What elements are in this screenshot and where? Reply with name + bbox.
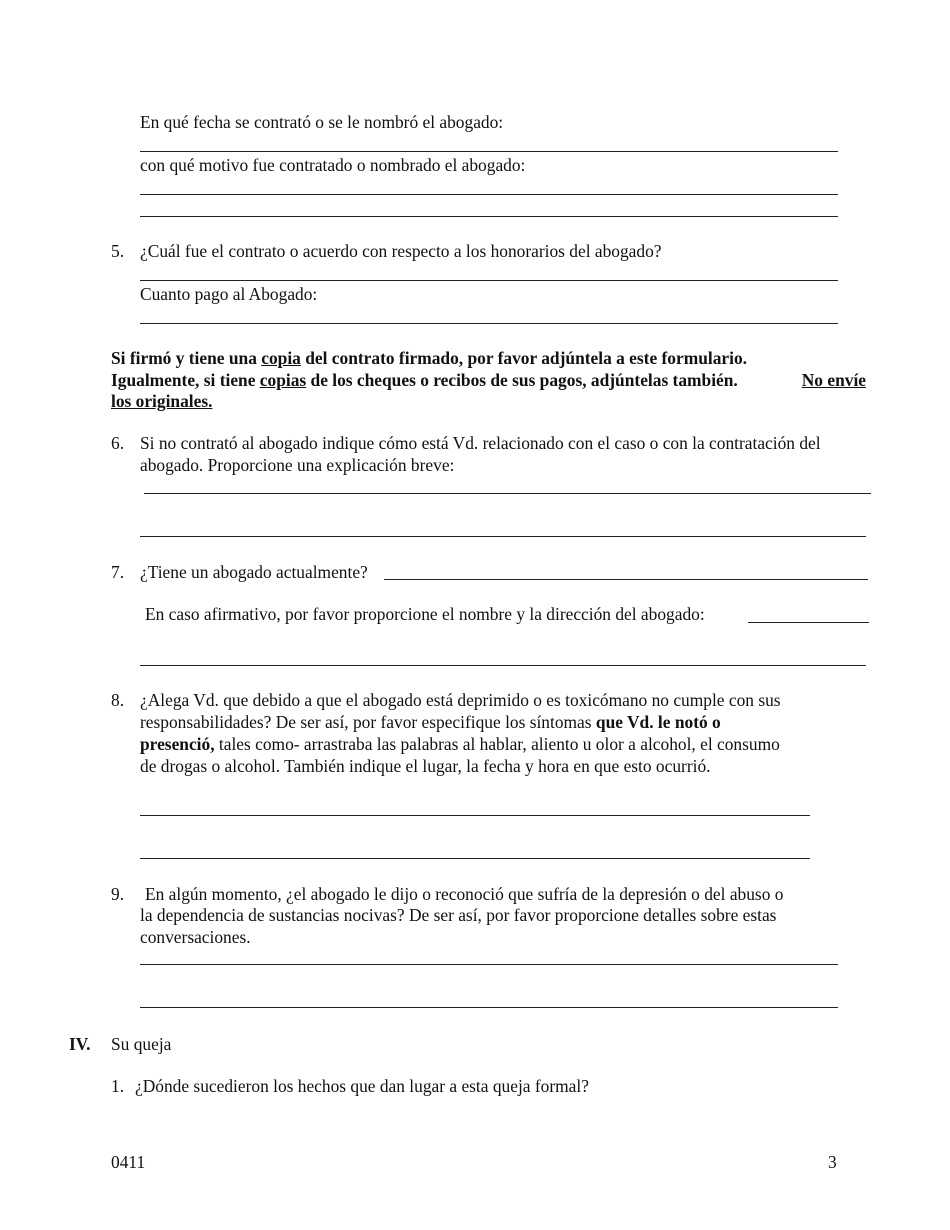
answer-line[interactable] <box>140 815 810 816</box>
answer-line[interactable] <box>140 536 866 537</box>
page-number: 3 <box>828 1152 837 1172</box>
answer-line[interactable] <box>384 579 868 580</box>
q8-text-line-2: responsabilidades? De ser así, por favor especifique los síntomas que Vd. le notó o <box>140 712 721 732</box>
question-hire-date: En qué fecha se contrató o se le nombró el abogado: <box>140 112 504 132</box>
q6-text-line-1: Si no contrató al abogado indique cómo está Vd. relacionado con el caso o con la contratación del <box>140 433 821 453</box>
notice-line-3: los originales. <box>111 391 213 411</box>
answer-line[interactable] <box>144 493 871 494</box>
answer-line[interactable] <box>140 858 810 859</box>
q9-text-line-3: conversaciones. <box>140 927 251 947</box>
answer-line[interactable] <box>140 194 838 195</box>
q9-text-line-2: la dependencia de sustancias nocivas? De ser así, por favor proporcione detalles sobre estas <box>140 905 777 925</box>
answer-line[interactable] <box>140 216 838 217</box>
section-number: IV. <box>69 1034 91 1054</box>
q8-text-line-1: ¿Alega Vd. que debido a que el abogado está deprimido o es toxicómano no cumple con sus <box>140 690 781 710</box>
answer-line[interactable] <box>140 665 866 666</box>
section-title: Su queja <box>111 1034 172 1054</box>
notice-line-1: Si firmó y tiene una copia del contrato firmado, por favor adjúntela a este formulario. <box>111 348 747 368</box>
q8-text-line-3: presenció, tales como- arrastraba las palabras al hablar, aliento u olor a alcohol, el consumo <box>140 734 780 754</box>
q9-text-line-1: En algún momento, ¿el abogado le dijo o reconoció que sufría de la depresión o del abuso o <box>145 884 784 904</box>
q5-number: 5. <box>111 241 125 261</box>
notice-line-2: Igualmente, si tiene copias de los cheques o recibos de sus pagos, adjúntelas también. No envíe <box>111 370 866 390</box>
q7-number: 7. <box>111 562 125 582</box>
q9-number: 9. <box>111 884 125 904</box>
q5-text: ¿Cuál fue el contrato o acuerdo con respecto a los honorarios del abogado? <box>140 241 662 261</box>
q7-attorney-info-label: En caso afirmativo, por favor proporcione el nombre y la dirección del abogado: <box>145 604 705 624</box>
q6-number: 6. <box>111 433 125 453</box>
section4-q1-text: ¿Dónde sucedieron los hechos que dan lugar a esta queja formal? <box>135 1076 589 1096</box>
answer-line[interactable] <box>140 151 838 152</box>
section4-q1-number: 1. <box>111 1076 125 1096</box>
q6-text-line-2: abogado. Proporcione una explicación breve: <box>140 455 455 475</box>
answer-line[interactable] <box>140 1007 838 1008</box>
answer-line[interactable] <box>748 622 869 623</box>
q8-number: 8. <box>111 690 125 710</box>
q7-text: ¿Tiene un abogado actualmente? <box>140 562 368 582</box>
answer-line[interactable] <box>140 964 838 965</box>
form-code: 0411 <box>111 1152 146 1172</box>
q5-payment-label: Cuanto pago al Abogado: <box>140 284 318 304</box>
answer-line[interactable] <box>140 323 838 324</box>
answer-line[interactable] <box>140 280 838 281</box>
question-hire-reason: con qué motivo fue contratado o nombrado el abogado: <box>140 155 526 175</box>
q8-text-line-4: de drogas o alcohol. También indique el lugar, la fecha y hora en que esto ocurrió. <box>140 756 711 776</box>
